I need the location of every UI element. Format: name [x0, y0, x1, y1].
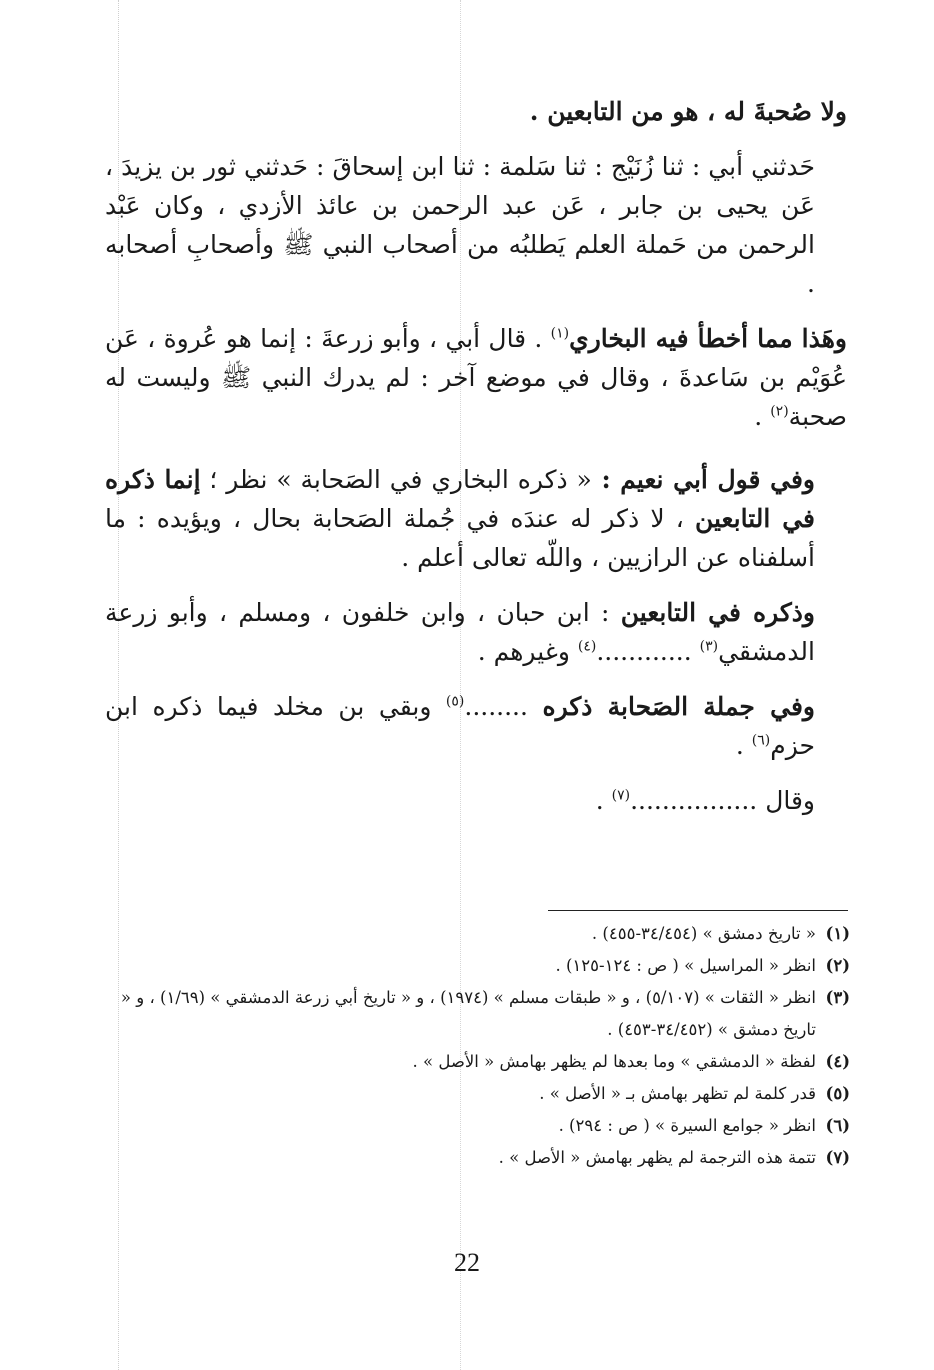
- paragraph: [105, 593, 847, 671]
- page-number: 22: [454, 1248, 480, 1277]
- paragraph: [105, 460, 847, 577]
- footnote-divider: [548, 910, 848, 911]
- footnote-number: (٤): [825, 1052, 850, 1071]
- text-run: . قال أبي ، وأبو زرعةَ : إنما هو عُروة ، عَن عُوَيْم بن سَاعدةَ ، وقال في موضع آخر : لم يدرك النبي ﷺ وليست له صحبة: [105, 324, 847, 431]
- text-run: وغيرهم .: [477, 637, 578, 666]
- text-run: حَدثني أبي : ثنا زُنَيْج : ثنا سَلمة : ثنا ابن إسحاقَ : حَدثني ثور بن يزيدَ ، عَن يحيى بن جابر ، عَن عبد الرحمن بن عائذ الأزدي ، وكان عَبْد الرحمن من حَملة العلم يَطلبُه من أصحاب النبي ﷺ وأصحابِ أصحابه .: [105, 152, 815, 298]
- paragraph: [105, 781, 847, 820]
- text-run: .: [754, 402, 771, 431]
- footnote: [105, 1078, 850, 1110]
- footnote-ref[interactable]: (٣): [699, 638, 719, 655]
- footnote-ref[interactable]: (٧): [611, 787, 631, 804]
- footnote: [105, 950, 850, 982]
- text-run: .: [735, 731, 752, 760]
- text-run: ولا صُحبةَ له ، هو من التابعين .: [529, 97, 847, 126]
- text-run: وفي جملة الصَحابة ذكره: [542, 692, 815, 721]
- footnote-text: « تاريخ دمشق » (٣٤/٤٥٤-٤٥٥) .: [591, 924, 816, 943]
- text-run: « ذكره البخاري في الصَحابة » نظر ؛: [200, 465, 592, 494]
- footnote-ref[interactable]: (٦): [751, 732, 771, 749]
- footnote-text: انظر « المراسيل » ( ص : ١٢٤-١٢٥) .: [555, 956, 816, 975]
- text-run: وقال ................: [630, 786, 815, 815]
- paragraph: [105, 92, 847, 131]
- text-run: إنما ذكره في التابعين: [105, 465, 815, 533]
- footnote: [105, 918, 850, 950]
- footnote-number: (٥): [825, 1084, 850, 1103]
- text-run: وهَذا مما أخطأ فيه البخاري: [569, 324, 847, 353]
- footnote-number: (١): [825, 924, 850, 943]
- footnote-text: انظر « جوامع السيرة » ( ص : ٢٩٤) .: [558, 1116, 816, 1135]
- text-run: وفي قول أبي نعيم :: [591, 465, 815, 494]
- footnote-ref[interactable]: (١): [550, 325, 570, 342]
- paragraph: [105, 147, 847, 303]
- footnote-ref[interactable]: (٥): [445, 693, 465, 710]
- footnote-ref[interactable]: (٢): [770, 403, 789, 420]
- paragraph: [105, 687, 847, 765]
- footnotes: [105, 918, 850, 1174]
- text-run: وبقي بن مخلد فيما ذكره ابن حزم: [105, 692, 815, 760]
- text-run: وذكره في التابعين: [620, 598, 816, 627]
- footnote: [105, 1110, 850, 1142]
- footnote-number: (٣): [825, 988, 850, 1007]
- text-run: ............: [596, 637, 700, 666]
- footnote-text: قدر كلمة لم تظهر بهامش بـ « الأصل » .: [539, 1084, 816, 1103]
- text-run: ، لا ذكر له عندَه في جُملة الصَحابة بحال ، ويؤيده : ما أسلفناه عن الرازيين ، واللّه تعالى أعلم .: [105, 504, 815, 572]
- footnote: [105, 982, 850, 1046]
- footnote: [105, 1046, 850, 1078]
- footnote-text: لفظة « الدمشقي » وما بعدها لم يظهر بهامش « الأصل » .: [412, 1052, 816, 1071]
- main-text: [105, 92, 847, 836]
- footnote: [105, 1142, 850, 1174]
- footnote-number: (٢): [825, 956, 850, 975]
- footnote-text: انظر « الثقات » (٥/١٠٧) ، و « طبقات مسلم » (١٩٧٤) ، و « تاريخ أبي زرعة الدمشقي » (١/٦٩) ، و « تاريخ دمشق » (٣٤/٤٥٢-٤٥٣) .: [120, 988, 816, 1039]
- text-run: ........: [464, 692, 543, 721]
- footnote-number: (٧): [825, 1148, 850, 1167]
- footnote-number: (٦): [825, 1116, 850, 1135]
- footnote-ref[interactable]: (٤): [577, 638, 597, 655]
- text-run: .: [595, 786, 612, 815]
- footnote-text: تتمة هذه الترجمة لم يظهر بهامش « الأصل » .: [498, 1148, 816, 1167]
- text-run: : ابن حبان ، وابن خلفون ، ومسلم ، وأبو زرعة الدمشقي: [105, 598, 815, 666]
- paragraph: [105, 319, 847, 436]
